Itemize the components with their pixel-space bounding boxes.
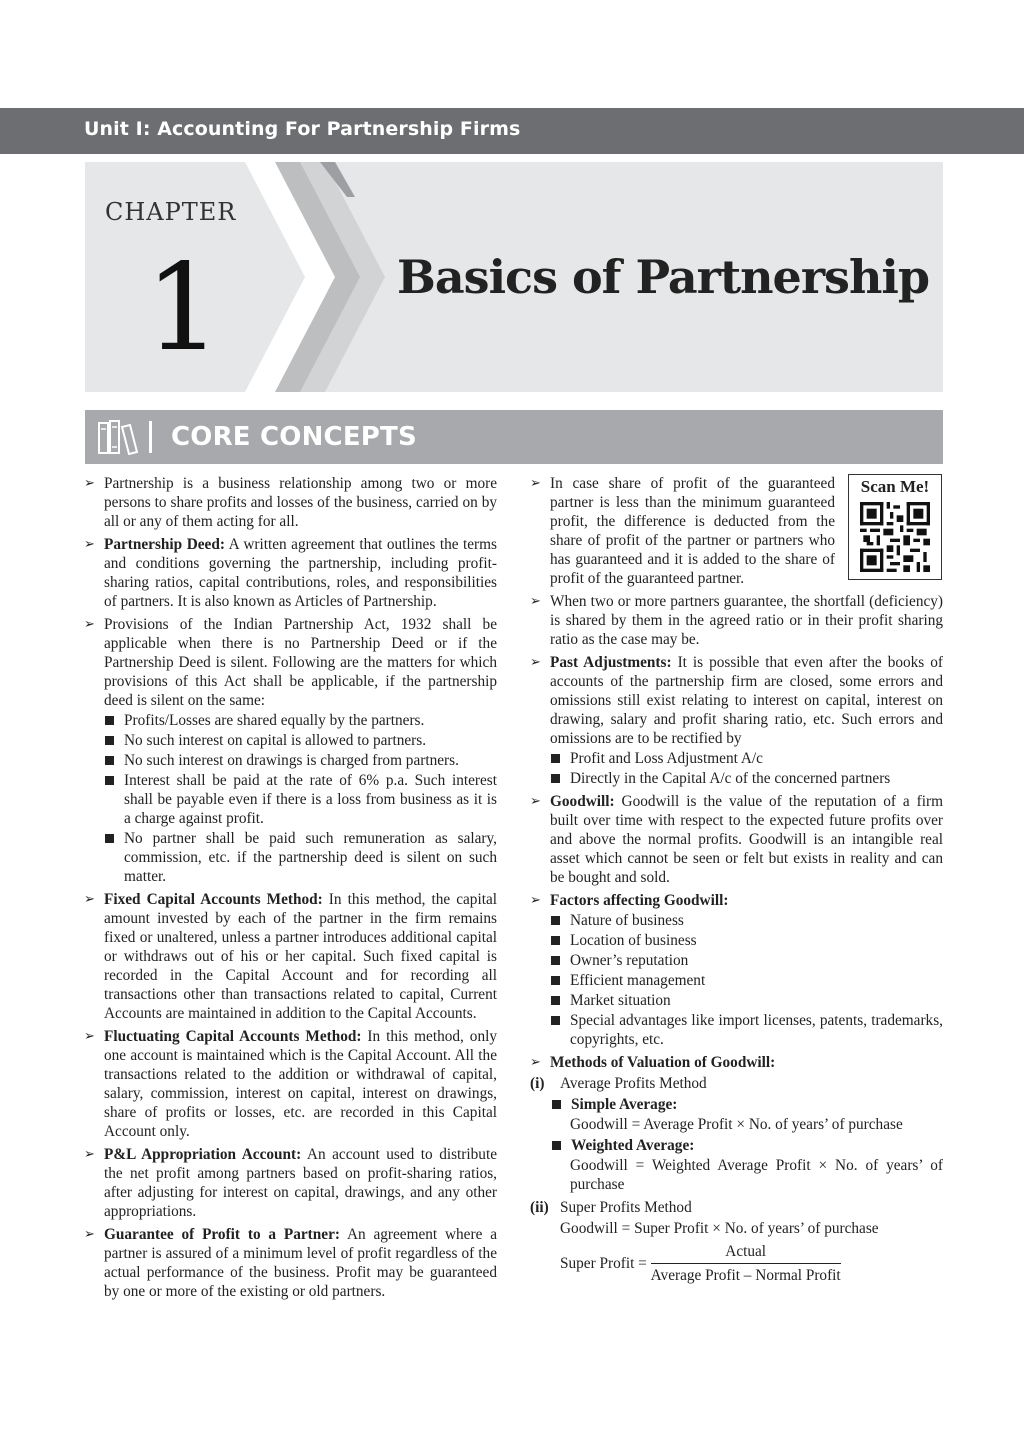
- chapter-title: Basics of Partnership: [397, 250, 930, 304]
- sub-item-text: Profits/Losses are shared equally by the partners.: [124, 712, 425, 729]
- fraction-numerator: Actual: [651, 1242, 841, 1264]
- separator: [149, 421, 152, 453]
- arrow-bullet-icon: ➢: [84, 1147, 95, 1162]
- arrow-bullet-icon: ➢: [530, 655, 541, 670]
- formula-text: Goodwill = Weighted Average Profit × No. of years’ of purchase: [570, 1157, 943, 1193]
- item-heading: Factors affecting Goodwill:: [550, 892, 729, 909]
- sub-item-text: Owner’s reputation: [570, 952, 689, 969]
- unit-header-bar: [0, 108, 1024, 154]
- arrow-bullet-icon: ➢: [84, 617, 95, 632]
- right-column: [530, 474, 943, 1285]
- list-item: [84, 1027, 497, 1141]
- list-item: [530, 1053, 943, 1072]
- sub-item-text: No such interest on drawings is charged from partners.: [124, 752, 459, 769]
- square-bullet-icon: [551, 754, 560, 763]
- square-bullet-icon: [551, 976, 560, 985]
- sub-item-text: Nature of business: [570, 912, 684, 929]
- chapter-number: 1: [145, 239, 222, 378]
- list-item: [84, 890, 497, 1023]
- item-text: An account used to distribute the net profit among partners based on profit-sharing ratios, after adjusting for interest on capital, drawings, and any other appropriations.: [104, 1146, 497, 1220]
- sub-item-text: No partner shall be paid such remuneration as salary, commission, etc. if the partnership deed is silent on such matter.: [124, 830, 497, 885]
- item-text: An agreement where a partner is assured of a minimum level of profit regardless of the actual performance of the business. Profit may be guaranteed by one or more of the existing or old partners.: [104, 1226, 497, 1300]
- chapter-label: CHAPTER: [105, 198, 237, 226]
- sub-item: [530, 951, 943, 970]
- item-heading: Past Adjustments:: [550, 654, 672, 671]
- left-column: [84, 474, 497, 1305]
- item-text: It is possible that even after the books of accounts of the partnership firm are closed, some errors and omissions still exist relating to interest on capital, interest on drawing, salary and profit sharing ratio, etc. Such errors and omissions are to be rectified by: [550, 654, 943, 747]
- item-heading: Fluctuating Capital Accounts Method:: [104, 1028, 362, 1045]
- arrow-bullet-icon: ➢: [530, 794, 541, 809]
- sub-item: [530, 749, 943, 768]
- sub-item-text: Special advantages like import licenses, patents, trademarks, copyrights, etc.: [570, 1012, 943, 1048]
- formula-heading: Simple Average:: [571, 1096, 678, 1113]
- method-text: Average Profits Method: [560, 1075, 707, 1092]
- square-bullet-icon: [105, 716, 114, 725]
- list-item: [84, 535, 497, 611]
- item-text: Goodwill is the value of the reputation of a firm built over time with respect to the expected future profits over and above the normal profits. Goodwill is an intangible real asset which cannot be seen or felt but exists in reality and can be bought and sold.: [550, 793, 943, 886]
- list-item: [530, 891, 943, 910]
- sub-item-text: Efficient management: [570, 972, 706, 989]
- list-item: [84, 474, 497, 531]
- item-text: When two or more partners guarantee, the shortfall (deficiency) is shared by them in the agreed ratio or in their profit sharing ratio as the case may be.: [550, 593, 943, 648]
- sub-item-text: Location of business: [570, 932, 697, 949]
- formula: [530, 1219, 943, 1238]
- fraction: [651, 1242, 841, 1285]
- square-bullet-icon: [551, 936, 560, 945]
- square-bullet-icon: [551, 996, 560, 1005]
- arrow-bullet-icon: ➢: [84, 537, 95, 552]
- item-heading: Guarantee of Profit to a Partner:: [104, 1226, 340, 1243]
- books-icon: [97, 419, 141, 455]
- sub-item: [530, 1136, 943, 1155]
- sub-item: [84, 771, 497, 828]
- sub-item: [84, 829, 497, 886]
- method-number: (ii): [530, 1199, 549, 1216]
- scan-me-box: [848, 474, 942, 580]
- formula: [530, 1115, 943, 1134]
- square-bullet-icon: [105, 834, 114, 843]
- sub-item-text: Interest shall be paid at the rate of 6% p.a. Such interest shall be payable even if there is a loss from business as it is a charge against profit.: [124, 772, 497, 827]
- chapter-banner: [85, 162, 943, 392]
- sub-item: [84, 731, 497, 750]
- square-bullet-icon: [105, 756, 114, 765]
- square-bullet-icon: [551, 916, 560, 925]
- sub-item-text: Directly in the Capital A/c of the concerned partners: [570, 770, 891, 787]
- square-bullet-icon: [552, 1100, 561, 1109]
- item-text: In case share of profit of the guaranteed partner is less than the minimum guaranteed profit, the difference is deducted from the share of profit of the partner or partners who has guaranteed and it is added to the share of profit of the guaranteed partner.: [550, 475, 835, 587]
- item-heading: P&L Appropriation Account:: [104, 1146, 302, 1163]
- arrow-bullet-icon: ➢: [530, 476, 541, 491]
- sub-item: [530, 991, 943, 1010]
- arrow-bullet-icon: ➢: [84, 1227, 95, 1242]
- core-concepts-bar: [85, 410, 943, 464]
- item-text: Provisions of the Indian Partnership Act, 1932 shall be applicable when there is no Partnership Deed or if the Partnership Deed is silent. Following are the matters for which provisions of this Act shall be applicable, if the partnership deed is silent on the same:: [104, 616, 497, 709]
- fraction-formula: [530, 1242, 943, 1285]
- sub-item: [530, 769, 943, 788]
- formula-text: Goodwill = Average Profit × No. of years’ of purchase: [570, 1116, 903, 1133]
- arrow-bullet-icon: ➢: [84, 476, 95, 491]
- arrow-bullet-icon: ➢: [84, 1029, 95, 1044]
- method-item: [530, 1074, 943, 1093]
- sub-item-text: Profit and Loss Adjustment A/c: [570, 750, 763, 767]
- sub-item: [84, 751, 497, 770]
- core-concepts-title: CORE CONCEPTS: [171, 422, 417, 452]
- sub-item: [530, 931, 943, 950]
- item-text: A written agreement that outlines the terms and conditions governing the partnership, including profit-sharing ratios, capital contributions, roles, and responsibilities of partners. It is also known as Articles of Partnership.: [104, 536, 498, 610]
- square-bullet-icon: [551, 956, 560, 965]
- method-number: (i): [530, 1075, 545, 1092]
- item-heading: Fixed Capital Accounts Method:: [104, 891, 323, 908]
- item-heading: Partnership Deed:: [104, 536, 225, 553]
- formula: [530, 1156, 943, 1194]
- list-item: [84, 615, 497, 710]
- square-bullet-icon: [552, 1141, 561, 1150]
- formula-heading: Weighted Average:: [571, 1137, 695, 1154]
- method-item: [530, 1198, 943, 1217]
- list-item: [530, 792, 943, 887]
- square-bullet-icon: [105, 776, 114, 785]
- item-text: In this method, the capital amount invested by each of the partner in the firm remains fixed or unaltered, unless a partner introduces additional capital or withdraws out of his or her capital. Such fixed capital is recorded in the Capital Account and for recording all transactions other than transactions related to capital, Current Accounts are maintained in addition to the Capital Accounts.: [104, 891, 497, 1022]
- sub-item: [530, 971, 943, 990]
- sub-item: [84, 711, 497, 730]
- formula-text: Goodwill = Super Profit × No. of years’ of purchase: [560, 1220, 879, 1237]
- list-item: [530, 653, 943, 748]
- item-heading: Goodwill:: [550, 793, 615, 810]
- square-bullet-icon: [551, 774, 560, 783]
- square-bullet-icon: [105, 736, 114, 745]
- item-heading: Methods of Valuation of Goodwill:: [550, 1054, 776, 1071]
- item-text: Partnership is a business relationship among two or more persons to share profits and losses of the business, carried on by all or any of them acting for all.: [104, 475, 497, 530]
- list-item: [84, 1225, 497, 1301]
- qr-code-icon[interactable]: [860, 502, 930, 572]
- fraction-denominator: Average Profit – Normal Profit: [650, 1267, 841, 1284]
- sub-item-text: No such interest on capital is allowed to partners.: [124, 732, 427, 749]
- arrow-bullet-icon: ➢: [530, 893, 541, 908]
- sub-item-text: Market situation: [570, 992, 671, 1009]
- sub-item: [530, 1095, 943, 1114]
- list-item: [530, 592, 943, 649]
- arrow-bullet-icon: ➢: [530, 1055, 541, 1070]
- formula-label: Super Profit =: [560, 1255, 647, 1272]
- item-text: In this method, only one account is maintained which is the Capital Account. All the transactions related to the addition or withdrawal of capital, salary, commission, interest on capital, interest on drawings, share of profits or losses, etc. are recorded in this Capital Account only.: [104, 1028, 497, 1140]
- list-item: [84, 1145, 497, 1221]
- method-text: Super Profits Method: [560, 1199, 692, 1216]
- arrow-bullet-icon: ➢: [84, 892, 95, 907]
- sub-item: [530, 1011, 943, 1049]
- sub-item: [530, 911, 943, 930]
- arrow-bullet-icon: ➢: [530, 594, 541, 609]
- square-bullet-icon: [551, 1016, 560, 1025]
- unit-title: Unit I: Accounting For Partnership Firms: [84, 118, 521, 140]
- scan-label: Scan Me!: [860, 477, 930, 496]
